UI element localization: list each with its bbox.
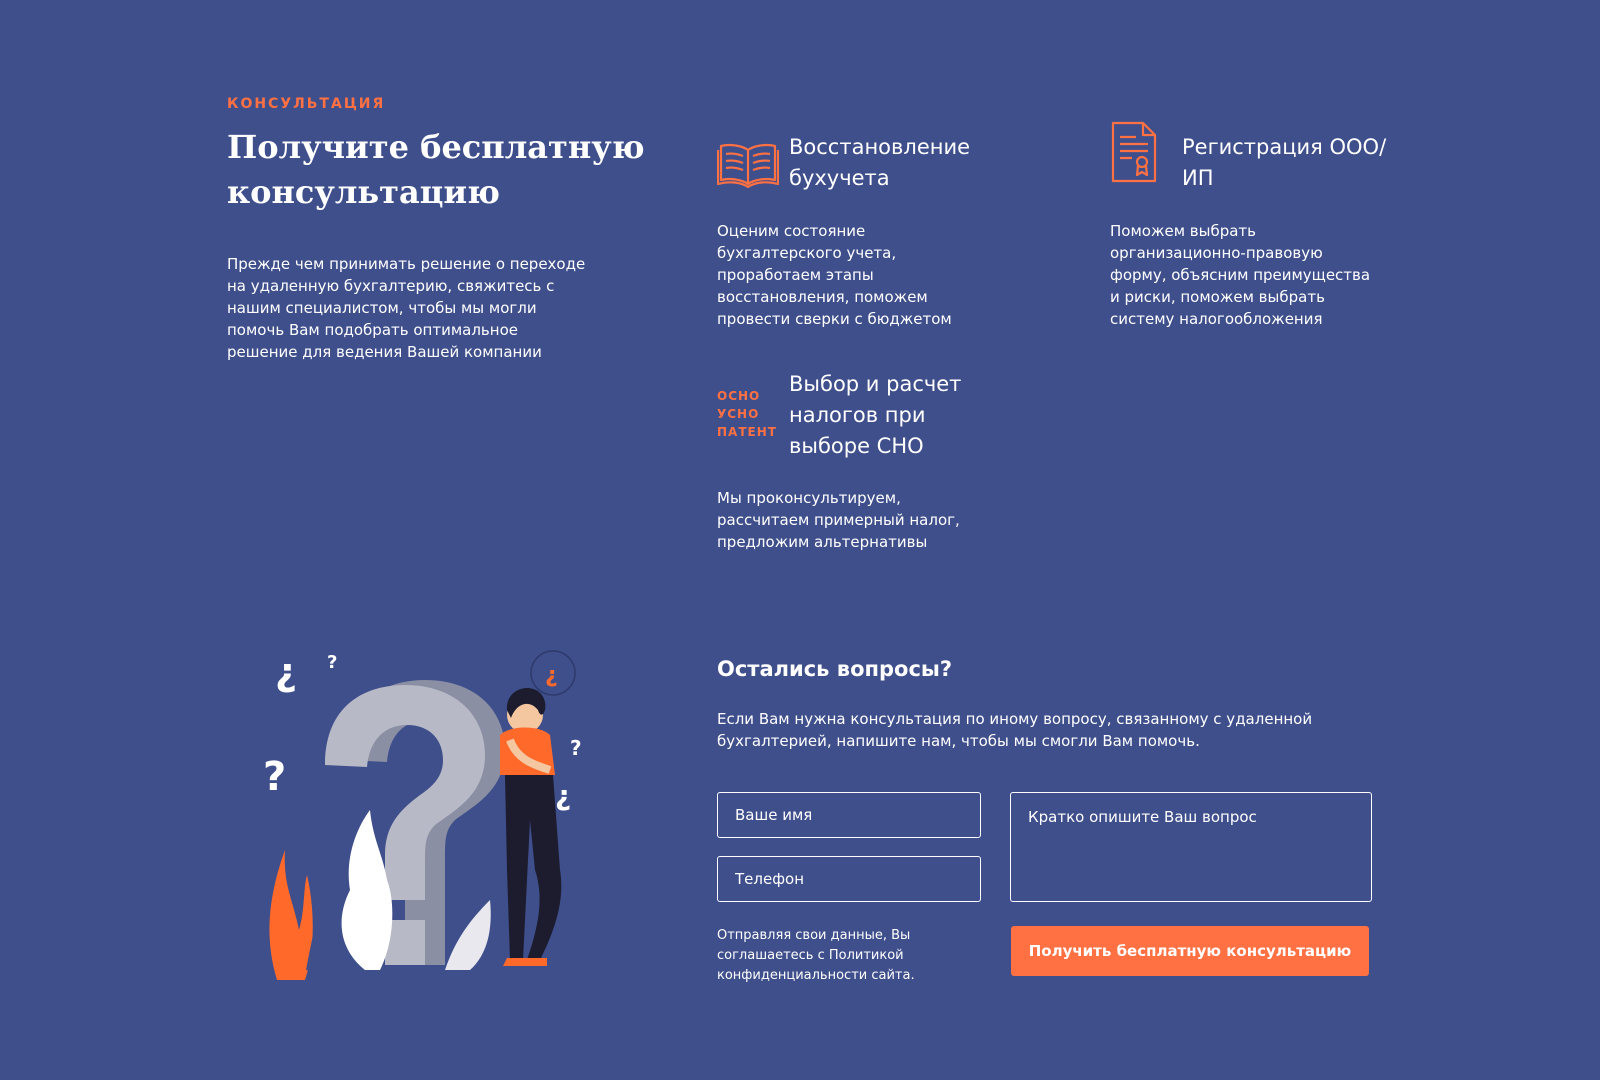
- svg-text:¿: ¿: [275, 650, 298, 694]
- service-tax-system: [717, 365, 1037, 565]
- service-description: Оценим состояние бухгалтерского учета, проработаем этапы восстановления, поможем провести сверки с бюджетом: [717, 222, 952, 328]
- tax-systems-icon: ОСНО УСНО ПАТЕНТ: [717, 389, 777, 439]
- intro-eyebrow: КОНСУЛЬТАЦИЯ: [227, 96, 386, 112]
- svg-text:?: ?: [570, 736, 582, 760]
- svg-text:¿: ¿: [555, 779, 572, 812]
- service-title: Восстановление бухучета: [789, 135, 971, 190]
- question-textarea[interactable]: [1010, 792, 1372, 902]
- service-restore-accounting: [717, 120, 1037, 340]
- page-title: Получите бесплатную консультацию: [227, 128, 645, 211]
- form-description: Если Вам нужна консультация по иному вопросу, связанному с удаленной бухгалтерией, напишите нам, чтобы мы смогли Вам помочь.: [717, 710, 1313, 750]
- name-input[interactable]: [717, 792, 981, 838]
- privacy-consent-text: Отправляя свои данные, Вы соглашаетесь с Политикой конфиденциальности сайта.: [717, 928, 915, 983]
- phone-input[interactable]: [717, 856, 981, 902]
- form-title: Остались вопросы?: [717, 657, 953, 681]
- service-registration: [1110, 120, 1410, 340]
- certificate-document-icon: [1110, 120, 1158, 188]
- svg-text:?: ?: [263, 754, 287, 800]
- svg-text:¿: ¿: [545, 663, 558, 688]
- intro-text: Прежде чем принимать решение о переходе на удаленную бухгалтерию, свяжитесь с нашим специалистом, чтобы мы могли помочь Вам подобрать оптимальное решение для ведения Вашей компании: [227, 255, 586, 361]
- get-consultation-button[interactable]: Получить бесплатную консультацию: [1011, 926, 1369, 976]
- svg-text:?: ?: [327, 652, 338, 673]
- service-description: Мы проконсультируем, рассчитаем примерный налог, предложим альтернативы: [717, 489, 960, 551]
- service-title: Регистрация ООО/ИП: [1182, 135, 1387, 190]
- service-title: Выбор и расчет налогов при выборе СНО: [789, 372, 962, 458]
- thinking-person-illustration: [255, 640, 615, 984]
- open-book-icon: [717, 140, 779, 192]
- service-description: Поможем выбрать организационно-правовую форму, объясним преимущества и риски, поможем выбрать систему налогообложения: [1110, 222, 1371, 328]
